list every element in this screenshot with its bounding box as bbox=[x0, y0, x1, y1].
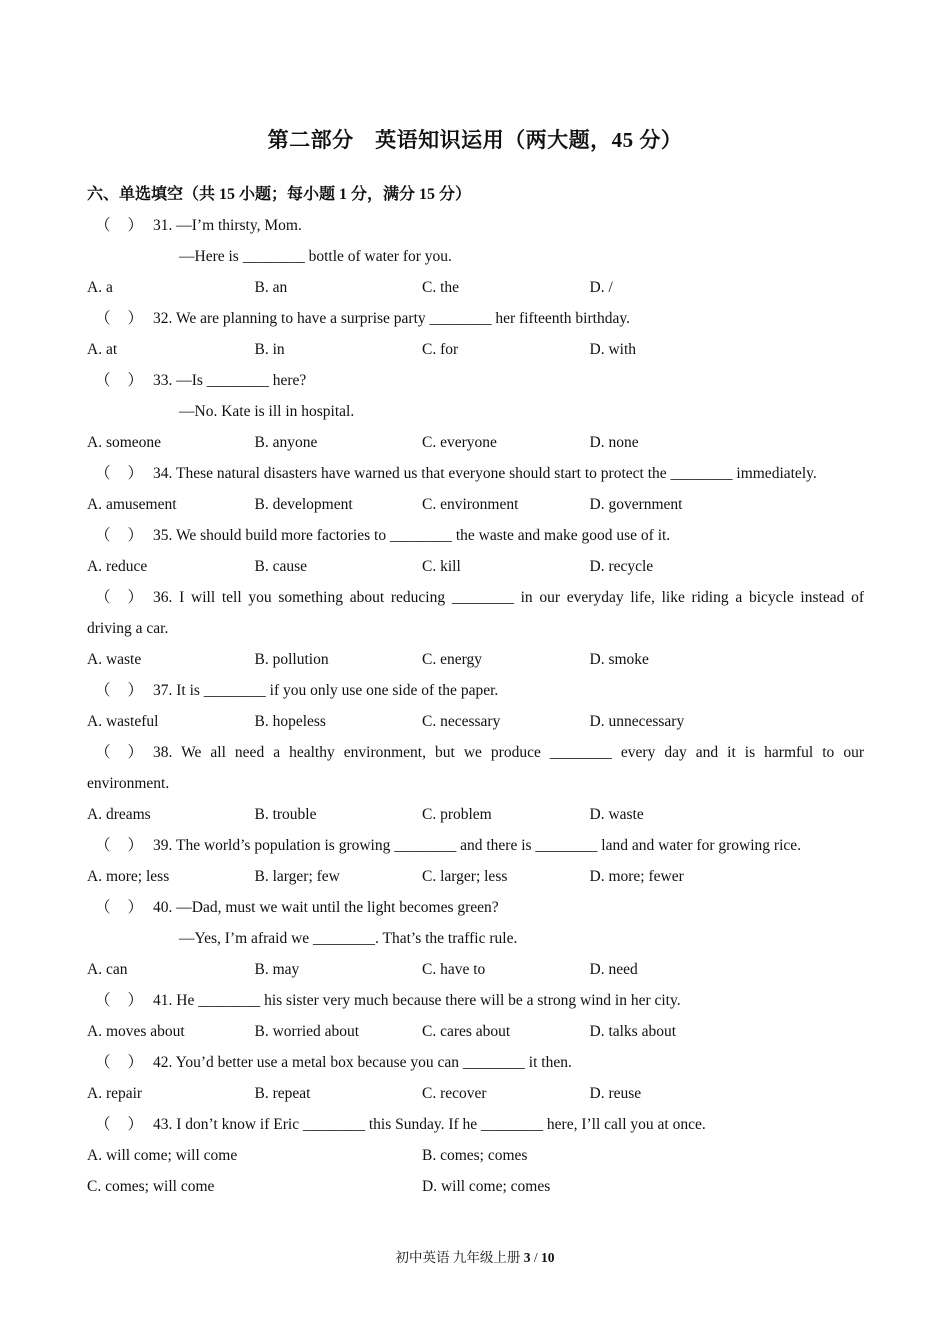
answer-option[interactable]: C. cares about bbox=[422, 1023, 511, 1040]
option-row bbox=[87, 1078, 864, 1109]
dialogue-reply: —Yes, I’m afraid we ________. That’s the traffic rule. bbox=[179, 930, 518, 947]
answer-option[interactable]: C. larger; less bbox=[422, 868, 508, 885]
answer-option[interactable]: A. at bbox=[87, 341, 118, 358]
question-stem bbox=[87, 1109, 864, 1140]
option-row bbox=[87, 861, 864, 892]
paren-open: （ bbox=[95, 589, 111, 606]
answer-option[interactable]: B. an bbox=[254, 279, 288, 296]
answer-option[interactable]: A. a bbox=[87, 279, 113, 296]
answer-option[interactable]: B. may bbox=[254, 961, 300, 978]
answer-blank[interactable] bbox=[87, 892, 153, 923]
answer-option[interactable]: D. / bbox=[589, 279, 613, 296]
question-text: 41. He ________ his sister very much because there will be a strong wind in her city. bbox=[153, 992, 681, 1009]
paren-close: ） bbox=[127, 744, 143, 761]
paren-close: ） bbox=[127, 217, 143, 234]
page-footer bbox=[0, 1246, 950, 1266]
page-separator: / bbox=[530, 1250, 541, 1265]
answer-option[interactable]: C. for bbox=[422, 341, 459, 358]
question-text: 36. I will tell you something about reducing ________ in our everyday life, like riding a bicycle instead of bbox=[153, 589, 864, 606]
answer-option[interactable]: C. environment bbox=[422, 496, 519, 513]
answer-option[interactable]: A. reduce bbox=[87, 558, 148, 575]
answer-option[interactable]: D. recycle bbox=[589, 558, 654, 575]
question-stem bbox=[87, 582, 864, 613]
answer-option[interactable]: A. waste bbox=[87, 651, 142, 668]
question-stem bbox=[87, 830, 864, 861]
answer-option[interactable]: B. cause bbox=[254, 558, 308, 575]
paren-open: （ bbox=[95, 217, 111, 234]
paren-open: （ bbox=[95, 1054, 111, 1071]
answer-option[interactable]: A. will come; will come bbox=[87, 1147, 238, 1164]
paren-open: （ bbox=[95, 899, 111, 916]
answer-option[interactable]: C. have to bbox=[422, 961, 486, 978]
answer-option[interactable]: C. problem bbox=[422, 806, 492, 823]
paren-open: （ bbox=[95, 992, 111, 1009]
question-stem bbox=[87, 458, 864, 489]
page-title: 第二部分 英语知识运用（两大题，45 分） bbox=[267, 128, 683, 152]
answer-option[interactable]: B. larger; few bbox=[254, 868, 340, 885]
answer-option[interactable]: D. reuse bbox=[589, 1085, 642, 1102]
question-text: 38. We all need a healthy environment, but we produce ________ every day and it is harmful to our bbox=[153, 744, 864, 761]
answer-option[interactable]: D. none bbox=[589, 434, 639, 451]
question-text: 34. These natural disasters have warned us that everyone should start to protect the ________ immediately. bbox=[153, 465, 817, 482]
paren-close: ） bbox=[127, 992, 143, 1009]
question-text: 31. —I’m thirsty, Mom. bbox=[153, 217, 302, 234]
paren-close: ） bbox=[127, 465, 143, 482]
answer-option[interactable]: B. in bbox=[254, 341, 285, 358]
answer-option[interactable]: D. more; fewer bbox=[589, 868, 684, 885]
option-row bbox=[87, 1171, 864, 1202]
answer-option[interactable]: A. repair bbox=[87, 1085, 143, 1102]
answer-option[interactable]: B. worried about bbox=[254, 1023, 360, 1040]
answer-blank[interactable] bbox=[87, 210, 153, 241]
answer-option[interactable]: C. recover bbox=[422, 1085, 487, 1102]
dialogue-reply: —No. Kate is ill in hospital. bbox=[179, 403, 355, 420]
footer-label: 初中英语 九年级上册 bbox=[395, 1250, 524, 1265]
question-text-continued: environment. bbox=[87, 775, 170, 792]
question-text: 43. I don’t know if Eric ________ this Sunday. If he ________ here, I’ll call you at once. bbox=[153, 1116, 706, 1133]
paren-open: （ bbox=[95, 744, 111, 761]
answer-option[interactable]: C. energy bbox=[422, 651, 482, 668]
question-stem bbox=[87, 985, 864, 1016]
answer-option[interactable]: A. moves about bbox=[87, 1023, 185, 1040]
answer-blank[interactable] bbox=[87, 1047, 153, 1078]
answer-option[interactable]: A. can bbox=[87, 961, 128, 978]
answer-option[interactable]: C. the bbox=[422, 279, 460, 296]
paren-close: ） bbox=[127, 589, 143, 606]
question-list bbox=[87, 210, 864, 1202]
paren-close: ） bbox=[127, 682, 143, 699]
answer-option[interactable]: C. necessary bbox=[422, 713, 501, 730]
dialogue-reply: —Here is ________ bottle of water for you. bbox=[179, 248, 452, 265]
option-row bbox=[87, 644, 864, 675]
answer-option[interactable]: B. trouble bbox=[254, 806, 317, 823]
answer-option[interactable]: B. repeat bbox=[254, 1085, 311, 1102]
answer-option[interactable]: C. comes; will come bbox=[87, 1178, 215, 1195]
question-stem bbox=[87, 210, 864, 241]
paren-close: ） bbox=[127, 1116, 143, 1133]
question-text: 33. —Is ________ here? bbox=[153, 372, 307, 389]
answer-option[interactable]: C. everyone bbox=[422, 434, 497, 451]
answer-option[interactable]: A. more; less bbox=[87, 868, 170, 885]
question-stem bbox=[87, 675, 864, 706]
answer-blank[interactable] bbox=[87, 520, 153, 551]
question-stem bbox=[87, 520, 864, 551]
paren-open: （ bbox=[95, 682, 111, 699]
answer-blank[interactable] bbox=[87, 582, 153, 613]
answer-option[interactable]: D. with bbox=[589, 341, 636, 358]
answer-option[interactable]: D. smoke bbox=[589, 651, 649, 668]
answer-option[interactable]: D. waste bbox=[589, 806, 644, 823]
answer-blank[interactable] bbox=[87, 458, 153, 489]
question-text: 35. We should build more factories to ________ the waste and make good use of it. bbox=[153, 527, 671, 544]
answer-blank[interactable] bbox=[87, 830, 153, 861]
paren-open: （ bbox=[95, 310, 111, 327]
page-number: 3 bbox=[523, 1250, 531, 1265]
answer-option[interactable]: B. development bbox=[254, 496, 353, 513]
answer-option[interactable]: A. wasteful bbox=[87, 713, 159, 730]
question-stem bbox=[87, 1047, 864, 1078]
paren-close: ） bbox=[127, 527, 143, 544]
option-row bbox=[87, 1016, 864, 1047]
option-row bbox=[87, 489, 864, 520]
answer-option[interactable]: D. government bbox=[589, 496, 683, 513]
option-row bbox=[87, 954, 864, 985]
question-stem bbox=[87, 303, 864, 334]
paren-close: ） bbox=[127, 837, 143, 854]
answer-option[interactable]: B. anyone bbox=[254, 434, 318, 451]
question-text: 42. You’d better use a metal box because you can ________ it then. bbox=[153, 1054, 572, 1071]
paren-close: ） bbox=[127, 899, 143, 916]
question-stem bbox=[87, 737, 864, 768]
answer-option[interactable]: A. amusement bbox=[87, 496, 177, 513]
option-row bbox=[87, 1140, 864, 1171]
question-stem bbox=[87, 892, 864, 923]
answer-option[interactable]: C. kill bbox=[422, 558, 461, 575]
answer-option[interactable]: D. talks about bbox=[589, 1023, 677, 1040]
option-row bbox=[87, 334, 864, 365]
answer-blank[interactable] bbox=[87, 675, 153, 706]
paren-open: （ bbox=[95, 372, 111, 389]
option-row bbox=[87, 551, 864, 582]
answer-option[interactable]: D. need bbox=[589, 961, 638, 978]
question-text: 40. —Dad, must we wait until the light becomes green? bbox=[153, 899, 499, 916]
section-heading: 六、单选填空（共 15 小题；每小题 1 分，满分 15 分） bbox=[87, 186, 472, 203]
question-stem bbox=[87, 365, 864, 396]
option-row bbox=[87, 706, 864, 737]
question-text: 37. It is ________ if you only use one side of the paper. bbox=[153, 682, 499, 699]
option-row bbox=[87, 799, 864, 830]
paren-open: （ bbox=[95, 465, 111, 482]
paren-close: ） bbox=[127, 310, 143, 327]
answer-option[interactable]: A. dreams bbox=[87, 806, 151, 823]
answer-option[interactable]: B. comes; comes bbox=[422, 1147, 528, 1164]
answer-option[interactable]: A. someone bbox=[87, 434, 162, 451]
answer-blank[interactable] bbox=[87, 365, 153, 396]
question-text: 39. The world’s population is growing ________ and there is ________ land and water for growing rice. bbox=[153, 837, 802, 854]
answer-option[interactable]: B. pollution bbox=[254, 651, 329, 668]
paren-open: （ bbox=[95, 1116, 111, 1133]
option-row bbox=[87, 272, 864, 303]
page-total: 10 bbox=[541, 1250, 555, 1265]
question-text-continued: driving a car. bbox=[87, 620, 169, 637]
answer-blank[interactable] bbox=[87, 737, 153, 768]
question-text: 32. We are planning to have a surprise party ________ her fifteenth birthday. bbox=[153, 310, 630, 327]
answer-option[interactable]: B. hopeless bbox=[254, 713, 326, 730]
paren-open: （ bbox=[95, 837, 111, 854]
answer-option[interactable]: D. will come; comes bbox=[422, 1178, 551, 1195]
paren-close: ） bbox=[127, 372, 143, 389]
answer-blank[interactable] bbox=[87, 985, 153, 1016]
paren-open: （ bbox=[95, 527, 111, 544]
answer-blank[interactable] bbox=[87, 303, 153, 334]
paren-close: ） bbox=[127, 1054, 143, 1071]
option-row bbox=[87, 427, 864, 458]
answer-option[interactable]: D. unnecessary bbox=[589, 713, 685, 730]
answer-blank[interactable] bbox=[87, 1109, 153, 1140]
